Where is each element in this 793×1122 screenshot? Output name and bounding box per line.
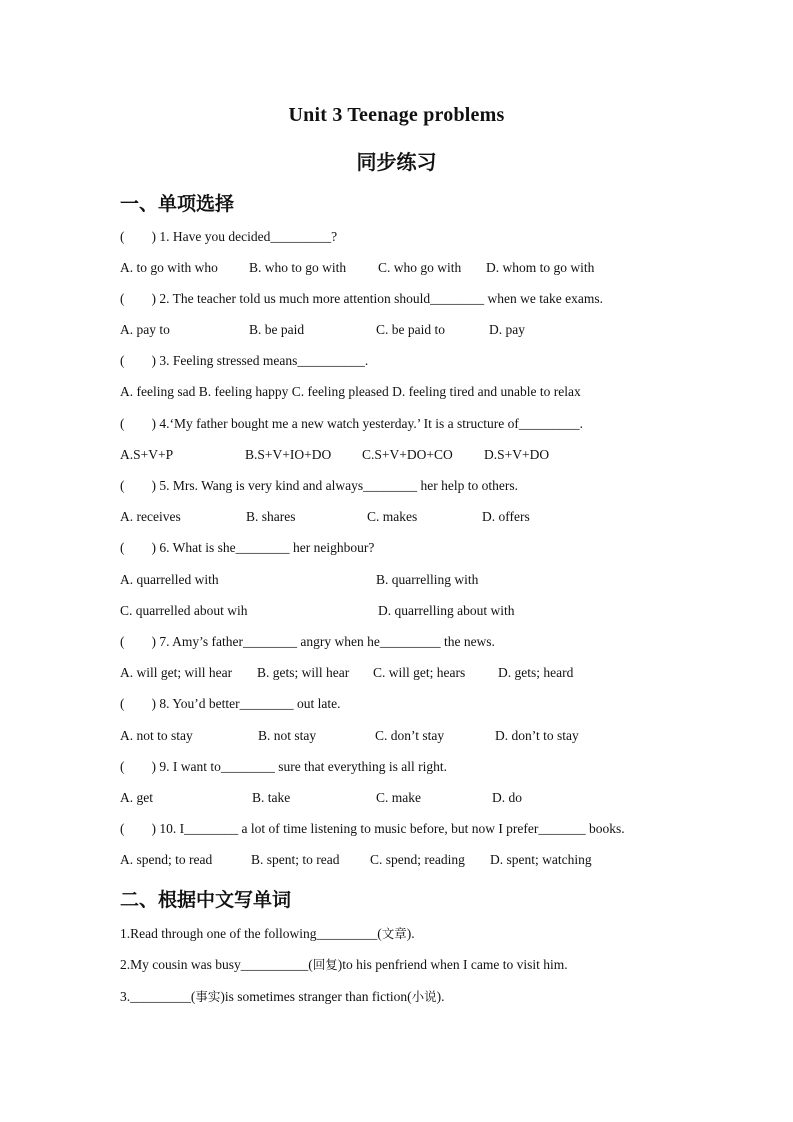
question-stem: ( ) 2. The teacher told us much more attention should________ when we take exams. [120, 291, 604, 306]
item-text: 3._________( [120, 989, 196, 1004]
option-b: B. shares [246, 509, 296, 524]
option-d: D.S+V+DO [484, 447, 550, 462]
option-c: C. will get; hears [373, 665, 466, 680]
option-c: C. who go with [378, 260, 462, 275]
chinese-hint: 事实 [195, 989, 221, 1004]
question-stem: ( ) 3. Feeling stressed means__________. [120, 353, 369, 368]
option-d: D. do [492, 790, 522, 805]
fill-in-item [120, 925, 415, 943]
item-text: )is sometimes stranger than fiction( [220, 989, 412, 1004]
question-stem: ( ) 10. I________ a lot of time listening to music before, but now I prefer_______ books. [120, 821, 625, 836]
question-stem: ( ) 8. You’d better________ out late. [120, 696, 341, 711]
fill-in-item [120, 956, 568, 974]
option-b: B. take [252, 790, 291, 805]
option-b: B. be paid [249, 322, 305, 337]
option-d: D. quarrelling about with [378, 603, 515, 618]
option-d: D. don’t to stay [495, 728, 579, 743]
question-stem: ( ) 6. What is she________ her neighbour? [120, 540, 375, 555]
option-c: C.S+V+DO+CO [362, 447, 453, 462]
option-b: B. who to go with [249, 260, 347, 275]
option-c: C. be paid to [376, 322, 445, 337]
option-c: C. makes [367, 509, 418, 524]
option-c: C. make [376, 790, 421, 805]
option-a: A. spend; to read [120, 852, 213, 867]
section-heading-write-words: 二、根据中文写单词 [120, 889, 292, 911]
item-text: ). [406, 926, 415, 941]
chinese-hint: 小说 [411, 989, 437, 1004]
question-stem: ( ) 1. Have you decided_________? [120, 229, 338, 244]
question-stem: ( ) 9. I want to________ sure that everything is all right. [120, 759, 447, 774]
page-subtitle: 同步练习 [356, 150, 437, 174]
option-b: B.S+V+IO+DO [245, 447, 332, 462]
item-text: )to his penfriend when I came to visit him. [337, 957, 568, 972]
option-a: A.S+V+P [120, 447, 174, 462]
option-a: A. not to stay [120, 728, 193, 743]
option-b: B. not stay [258, 728, 317, 743]
option-a: A. get [120, 790, 153, 805]
options-line: A. feeling sad B. feeling happy C. feeling pleased D. feeling tired and unable to relax [120, 384, 581, 399]
option-d: D. whom to go with [486, 260, 595, 275]
option-c: C. don’t stay [375, 728, 445, 743]
option-c: C. quarrelled about wih [120, 603, 248, 618]
item-text: ). [436, 989, 445, 1004]
option-a: A. will get; will hear [120, 665, 233, 680]
option-b: B. gets; will hear [257, 665, 350, 680]
option-d: D. gets; heard [498, 665, 574, 680]
question-stem: ( ) 4.‘My father bought me a new watch yesterday.’ It is a structure of_________. [120, 416, 583, 431]
option-a: A. to go with who [120, 260, 218, 275]
page-title: Unit 3 Teenage problems [288, 104, 505, 126]
option-d: D. pay [489, 322, 525, 337]
chinese-hint: 回复 [312, 957, 338, 972]
option-a: A. pay to [120, 322, 170, 337]
item-text: 1.Read through one of the following_________( [120, 926, 382, 941]
option-c: C. spend; reading [370, 852, 465, 867]
question-stem: ( ) 5. Mrs. Wang is very kind and always________ her help to others. [120, 478, 518, 493]
option-b: B. quarrelling with [376, 572, 479, 587]
option-a: A. receives [120, 509, 181, 524]
section-heading-multiple-choice: 一、单项选择 [120, 193, 235, 215]
item-text: 2.My cousin was busy__________( [120, 957, 313, 972]
option-b: B. spent; to read [251, 852, 340, 867]
chinese-hint: 文章 [381, 926, 407, 941]
option-d: D. offers [482, 509, 530, 524]
fill-in-item [120, 988, 444, 1006]
option-d: D. spent; watching [490, 852, 592, 867]
option-a: A. quarrelled with [120, 572, 219, 587]
question-stem: ( ) 7. Amy’s father________ angry when he_________ the news. [120, 634, 495, 649]
